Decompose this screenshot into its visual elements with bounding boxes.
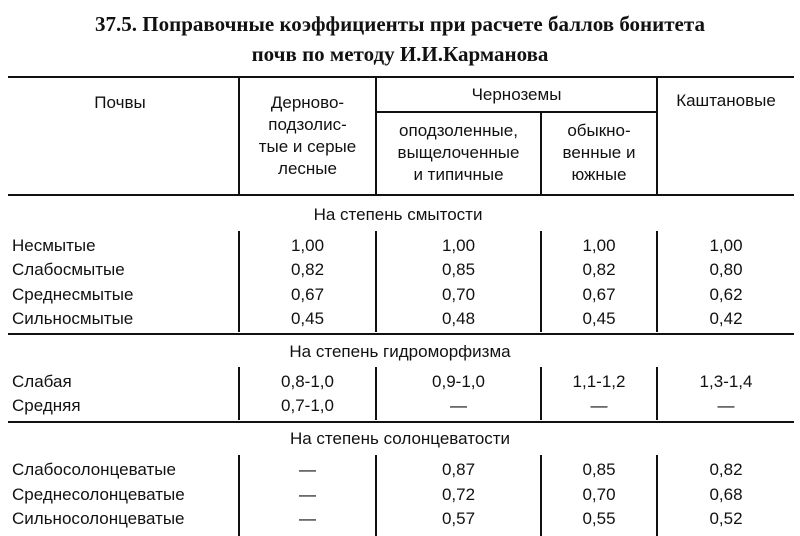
table-cell: 0,87 — [441, 460, 476, 479]
row-label: Слабая — [12, 372, 72, 391]
header-sod-podzolic-line-4: лесные — [278, 159, 337, 178]
table-cell: 0,67 — [582, 285, 616, 304]
section-title: На степень смытости — [313, 205, 483, 224]
table-cell: 0,82 — [582, 260, 616, 279]
row-label: Среднесолонцеватые — [12, 485, 185, 504]
table-cell: 0,80 — [709, 260, 743, 279]
table-cell: 0,82 — [709, 460, 743, 479]
table-cell: 0,68 — [709, 485, 743, 504]
table-cell: 0,9-1,0 — [432, 372, 485, 391]
row-label: Несмытые — [12, 236, 96, 255]
section-divider-2 — [8, 421, 794, 423]
header-sod-podzolic-line-2: подзолис- — [268, 115, 347, 134]
table-cell: 1,00 — [290, 236, 325, 255]
table-cell: 0,55 — [582, 509, 616, 528]
row-label: Среднесмытые — [12, 285, 134, 304]
table-cell: 1,3-1,4 — [699, 372, 753, 391]
section-title: На степень гидроморфизма — [289, 342, 511, 361]
header-chestnut: Каштановые — [676, 91, 776, 110]
section-title: На степень солонцеватости — [289, 429, 511, 448]
header-sod-podzolic-line-3: тые и серые — [258, 137, 357, 156]
table-cell: — — [590, 396, 608, 415]
table-cell: — — [299, 460, 316, 479]
table-cell: 0,85 — [582, 460, 616, 479]
table-cell: 0,45 — [582, 309, 616, 328]
table-cell: 0,8-1,0 — [281, 372, 334, 391]
table-cell: 1,1-1,2 — [572, 372, 626, 391]
table-cell: 0,42 — [709, 309, 743, 328]
header-podzolized-line-1: оподзоленные, — [399, 121, 518, 140]
header-ordinary-line-1: обыкно- — [567, 121, 631, 140]
table-title-line-2: почв по методу И.И.Карманова — [251, 42, 549, 66]
row-label: Сильносолонцеватые — [12, 509, 185, 528]
table-cell: 0,70 — [582, 485, 616, 504]
table-cell: 0,70 — [441, 285, 476, 304]
table-cell: — — [450, 396, 467, 415]
table-cell: 0,52 — [709, 509, 743, 528]
table-cell: 1,00 — [582, 236, 616, 255]
table-cell: 1,00 — [441, 236, 476, 255]
table-title-line-1: 37.5. Поправочные коэффициенты при расчете баллов бонитета — [95, 12, 705, 36]
header-bottom-border — [8, 194, 794, 196]
header-podzolized-line-2: выщелоченные — [397, 143, 520, 162]
table-cell: 0,72 — [441, 485, 476, 504]
table-cell: 0,62 — [709, 285, 743, 304]
section-divider-1 — [8, 333, 794, 335]
header-chernozems: Черноземы — [471, 85, 562, 104]
table-cell: 0,67 — [290, 285, 325, 304]
row-label: Сильносмытые — [12, 309, 134, 328]
header-ordinary — [542, 120, 656, 186]
header-podzolized — [377, 120, 540, 186]
table-cell: 0,48 — [441, 309, 476, 328]
table-top-border — [8, 76, 794, 78]
header-ordinary-line-3: южные — [571, 165, 627, 184]
table-cell: 0,57 — [441, 509, 476, 528]
table-cell: — — [299, 485, 316, 504]
table-cell: 0,45 — [290, 309, 325, 328]
table-cell: — — [717, 396, 735, 415]
table-cell: 0,7-1,0 — [281, 396, 334, 415]
table-cell: 1,00 — [709, 236, 743, 255]
header-ordinary-line-2: венные и — [562, 143, 636, 162]
header-podzolized-line-3: и типичные — [413, 165, 504, 184]
row-label: Слабосолонцеватые — [12, 460, 176, 479]
header-soils: Почвы — [94, 93, 146, 112]
table-cell: 0,82 — [290, 260, 325, 279]
header-sod-podzolic — [240, 92, 375, 180]
row-label: Слабосмытые — [12, 260, 125, 279]
table-cell: 0,85 — [441, 260, 476, 279]
chernozem-header-divider — [375, 111, 656, 113]
header-sod-podzolic-line-1: Дерново- — [270, 93, 345, 112]
row-label: Средняя — [12, 396, 81, 415]
table-cell: — — [299, 509, 316, 528]
